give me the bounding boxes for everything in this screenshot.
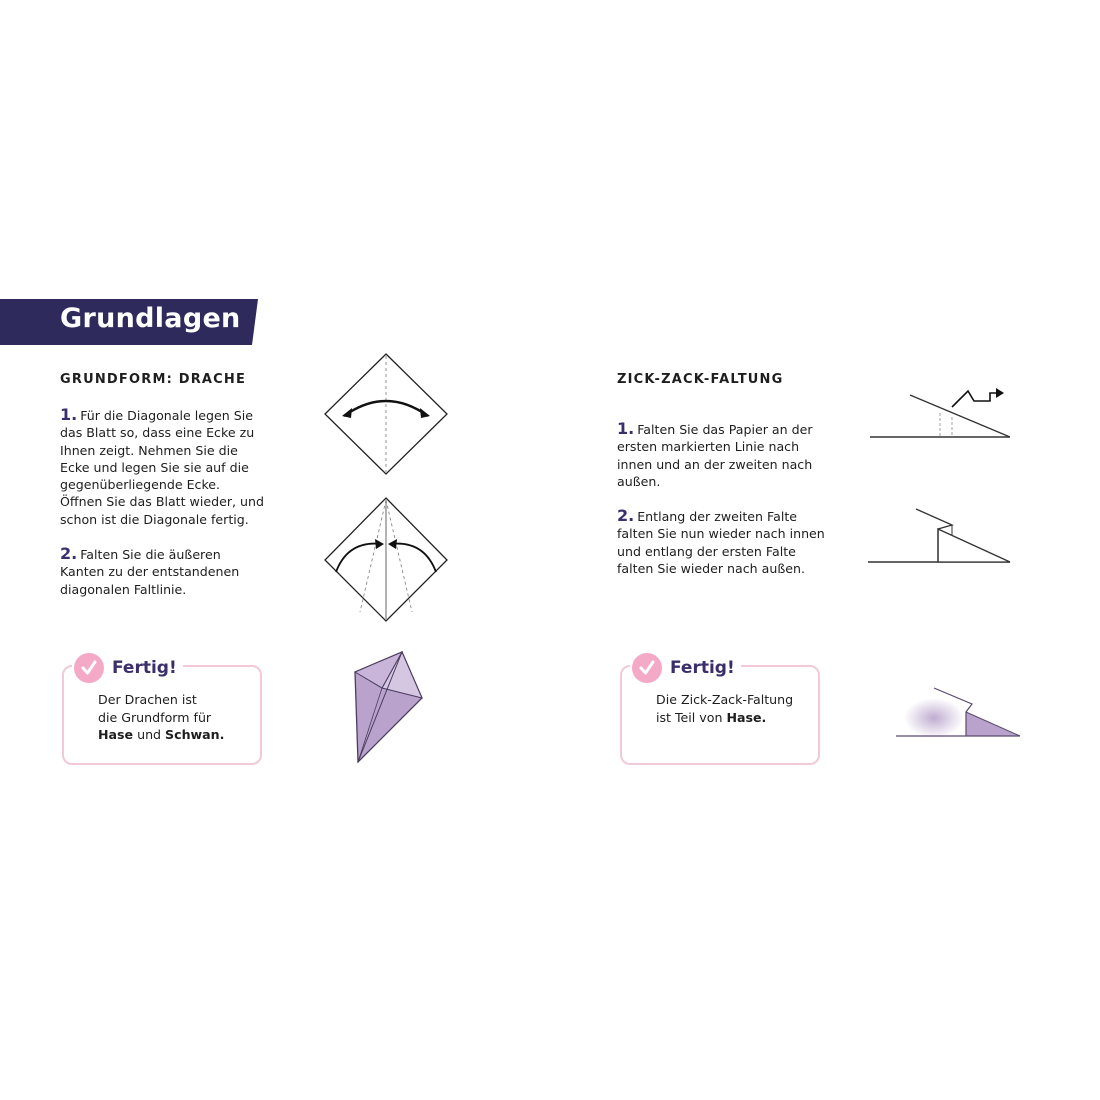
step-text: Entlang der zweiten Falte falten Sie nun wieder nach innen und entlang der ersten Falte falten Sie wieder nach außen. <box>617 509 825 576</box>
zigzag-result-diagram <box>892 682 1024 740</box>
step-number: 2. <box>60 544 78 563</box>
step-number: 1. <box>617 419 635 438</box>
step-number: 2. <box>617 506 635 525</box>
zigzag-step2-diagram <box>866 503 1016 567</box>
done-title: Fertig! <box>670 658 735 678</box>
section-banner <box>0 299 258 345</box>
done-text <box>656 691 793 726</box>
done-line <box>656 709 793 727</box>
done-line <box>98 726 224 744</box>
right-step-2 <box>617 507 827 577</box>
done-line: Der Drachen ist <box>98 692 197 707</box>
zigzag-step1-diagram <box>866 385 1016 445</box>
bold-term: Hase. <box>726 709 767 725</box>
step-text: Falten Sie das Papier an der ersten markierten Linie nach innen und an der zweiten nach außen. <box>617 422 813 489</box>
done-line: die Grundform für <box>98 709 212 725</box>
done-box-left <box>62 658 262 765</box>
done-text <box>98 691 224 744</box>
check-icon <box>74 653 104 683</box>
fold-arrow-icon <box>952 388 1004 407</box>
diagonal-fold-diagram <box>320 350 455 480</box>
bold-term: Hase <box>98 727 134 742</box>
done-title: Fertig! <box>112 658 177 678</box>
connector: und <box>133 727 166 742</box>
right-heading: ZICK-ZACK-FALTUNG <box>617 372 784 387</box>
left-step-1 <box>60 406 265 528</box>
done-box-header <box>72 653 183 683</box>
done-line: Die Zick-Zack-Faltung <box>656 692 794 707</box>
left-heading: GRUNDFORM: DRACHE <box>60 372 247 387</box>
check-icon <box>632 653 662 683</box>
done-box-header <box>630 653 741 683</box>
right-step-1 <box>617 420 827 490</box>
left-step-2 <box>60 545 265 598</box>
done-prefix: ist Teil von <box>656 709 727 725</box>
page-title: Grundlagen <box>60 303 241 334</box>
kite-result-diagram <box>350 648 428 766</box>
bold-term: Schwan. <box>165 727 225 742</box>
step-text: Falten Sie die äußeren Kanten zu der entstandenen diagonalen Faltlinie. <box>60 547 240 597</box>
step-text: Für die Diagonale legen Sie das Blatt so, dass eine Ecke zu Ihnen zeigt. Nehmen Sie die Ecke und legen Sie sie auf die gegenüberliegende Ecke. Öffnen Sie das Blatt wieder, und schon ist die Diagonale fertig. <box>60 408 264 527</box>
step-number: 1. <box>60 405 78 424</box>
done-box-right <box>620 658 820 765</box>
edge-fold-diagram <box>320 494 455 626</box>
